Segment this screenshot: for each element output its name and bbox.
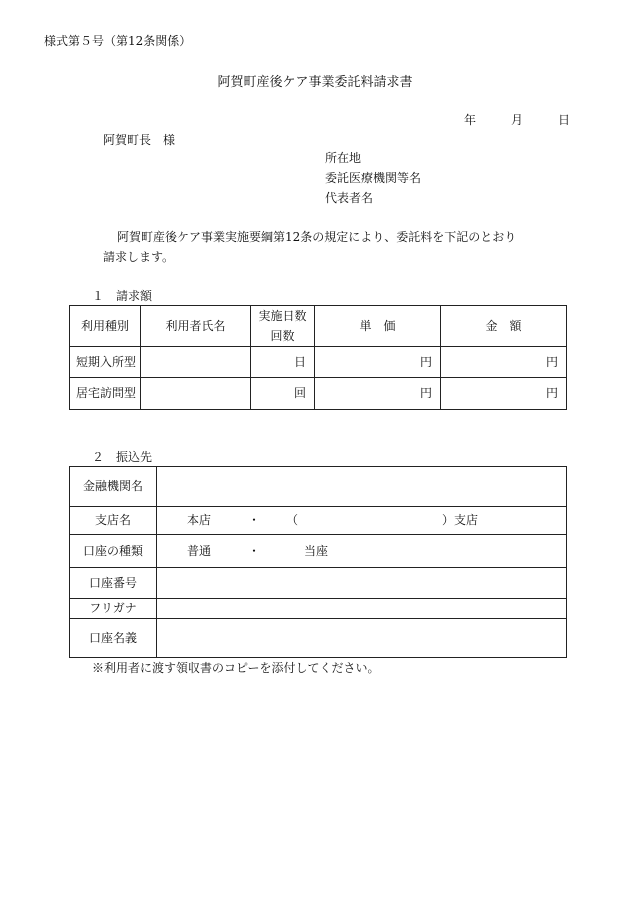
account-holder-label: 口座名義 (70, 619, 157, 658)
representative-label: 代表者名 (325, 191, 374, 205)
row-price-unit[interactable]: 円 (315, 378, 441, 410)
account-holder-field[interactable] (157, 619, 567, 658)
row-price-unit[interactable]: 円 (315, 347, 441, 378)
row-amount-unit[interactable]: 円 (441, 378, 567, 410)
body-text-line2: 請求します。 (103, 250, 175, 264)
header-amount: 金 額 (441, 306, 567, 347)
row-usage-type: 居宅訪問型 (70, 378, 141, 410)
body-text-line1: 阿賀町産後ケア事業実施要綱第12条の規定により、委託料を下記のとおり (117, 230, 517, 244)
furigana-field[interactable] (157, 599, 567, 619)
billing-table (69, 305, 567, 410)
branch-suffix: ）支店 (442, 513, 479, 528)
header-days-count (251, 306, 315, 347)
bank-transfer-table (69, 466, 567, 658)
head-office-option[interactable]: 本店 (187, 513, 212, 528)
row-count-unit[interactable]: 日 (251, 347, 315, 378)
document-title: 阿賀町産後ケア事業委託料請求書 (217, 75, 413, 90)
branch-label: 支店名 (70, 507, 157, 535)
row-count-unit[interactable]: 回 (251, 378, 315, 410)
furigana-label: フリガナ (70, 599, 157, 619)
billing-header-row (70, 306, 567, 347)
header-user-name: 利用者氏名 (141, 306, 251, 347)
table-row (70, 347, 567, 378)
header-usage-type: 利用種別 (70, 306, 141, 347)
current-account-option[interactable]: 当座 (304, 543, 329, 558)
form-number: 様式第５号（第12条関係） (44, 34, 192, 48)
account-type-label: 口座の種類 (70, 535, 157, 568)
table-row (70, 467, 567, 507)
receipt-note: ※利用者に渡す領収書のコピーを添付してください。 (92, 661, 380, 675)
row-user-name-cell[interactable] (141, 378, 251, 410)
date-day-label: 日 (558, 113, 571, 127)
account-number-field[interactable] (157, 568, 567, 599)
bank-name-label: 金融機関名 (70, 467, 157, 507)
row-amount-unit[interactable]: 円 (441, 347, 567, 378)
ordinary-account-option[interactable]: 普通 (187, 543, 212, 558)
institution-label: 委託医療機関等名 (325, 171, 422, 185)
table-row (70, 568, 567, 599)
table-row (70, 507, 567, 535)
table-row (70, 378, 567, 410)
address-label: 所在地 (325, 151, 362, 165)
account-type-field[interactable] (157, 535, 567, 568)
table-row (70, 619, 567, 658)
row-usage-type: 短期入所型 (70, 347, 141, 378)
table-row (70, 535, 567, 568)
header-unit-price: 単 価 (315, 306, 441, 347)
account-number-label: 口座番号 (70, 568, 157, 599)
row-user-name-cell[interactable] (141, 347, 251, 378)
bank-name-field[interactable] (157, 467, 567, 507)
branch-field[interactable] (157, 507, 567, 535)
date-month-label: 月 (511, 113, 524, 127)
header-days-label: 実施日数 (258, 308, 307, 323)
branch-separator: ・ (248, 513, 261, 528)
date-year-label: 年 (464, 113, 477, 127)
header-count-label: 回数 (270, 329, 295, 343)
account-type-separator: ・ (248, 543, 261, 558)
section1-heading: １ 請求額 (92, 289, 153, 303)
branch-open-paren: （ (286, 513, 299, 528)
addressee: 阿賀町長 様 (103, 133, 176, 147)
section2-heading: ２ 振込先 (92, 450, 153, 464)
table-row (70, 599, 567, 619)
